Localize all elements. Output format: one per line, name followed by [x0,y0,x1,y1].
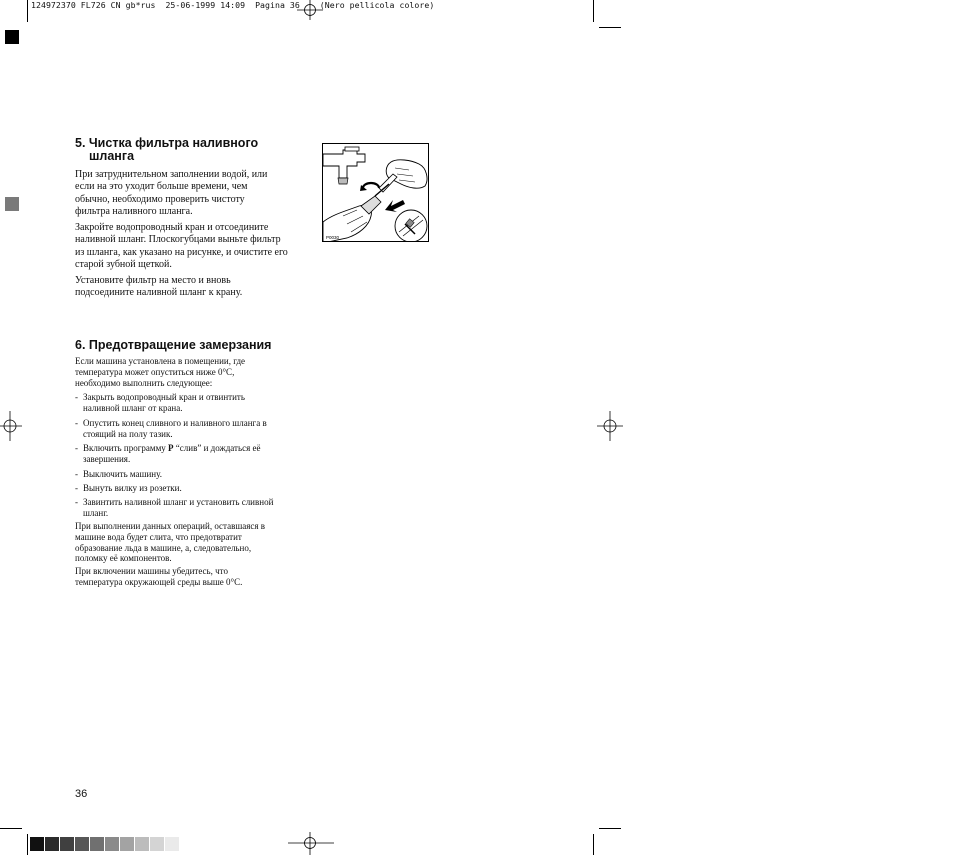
text-line: фильтра наливного шланга. [75,206,193,218]
text-line: необходимо выполнить следующее: [75,377,213,388]
text-line: поломку её компонентов. [75,553,172,564]
registration-mark-left-icon [0,411,22,441]
crop-mark-top-right-vertical [593,0,594,22]
text-line: Закройте водопроводный кран и отсоедините [75,222,269,233]
page-number: 36 [75,788,88,800]
text-line: стоящий на полу тазик. [83,428,173,439]
black-tab-marker [5,30,19,44]
text-line: из шланга, как указано на рисунке, и очистите его [75,246,288,258]
bullet-dash: - [75,418,78,428]
text-line: “слив” и дождаться её [173,443,261,453]
section-5-title-line-2: шланга [89,149,135,163]
tap-and-pliers-drawing-icon [323,144,429,242]
section-5-paragraph-1 [75,169,301,219]
section-6-outro-1 [75,521,301,564]
text-line: При выполнении данных операций, оставшаяся в [75,521,266,531]
section-5-paragraph-3 [75,275,301,300]
crop-mark-bottom-right-vertical [593,834,594,855]
bullet-dash: - [75,443,78,453]
crop-mark-bottom-left-vertical [27,834,28,855]
registration-mark-top-icon [297,0,323,20]
crop-mark-top-right-horizontal [599,27,621,28]
text-line: При затруднительном заполнении водой, или [75,169,268,180]
filter-cleaning-illustration [322,143,429,242]
text-line: наливной шланг от крана. [83,402,183,413]
text-line: обычно, необходимо проверить чистоту [75,193,245,205]
text-line: образование льда в машине, а, следовательно, [75,542,252,553]
crop-mark-bottom-left-horizontal [0,828,22,829]
section-6-bullet-list [75,392,301,522]
text-line: Завинтить наливной шланг и установить сливной [83,497,274,507]
text-line: шланг. [83,507,109,518]
section-6-outro-2 [75,566,301,588]
registration-mark-right-icon [597,411,623,441]
section-5-title-line-1: 5. Чистка фильтра наливного [75,136,259,150]
figure-code: P0030 [326,235,340,240]
text-line: Установите фильтр на место и вновь [75,275,231,286]
text-line: наливной шланг. Плоскогубцами выньте фильтр [75,234,281,246]
color-swatch [150,837,164,851]
text-line: подсоедините наливной шланг к крану. [75,287,243,299]
text-line: Выключить машину. [83,469,162,479]
bullet-dash: - [75,497,78,507]
grey-tab-marker [5,197,19,211]
text-line: При включении машины убедитесь, что [75,566,228,576]
section-5-paragraph-2 [75,222,301,272]
program-letter: P [168,443,174,453]
bullet-dash: - [75,392,78,402]
section-5-title [75,137,258,163]
crop-mark-top-left-vertical [27,0,28,22]
color-swatch [30,837,44,851]
color-swatch [165,837,179,851]
registration-mark-bottom-icon [288,832,334,855]
bullet-dash: - [75,483,78,493]
section-6-title: 6. Предотвращение замерзания [75,338,272,352]
crop-mark-bottom-right-horizontal [599,828,621,829]
text-line: Закрыть водопроводный кран и отвинтить [83,392,245,402]
color-swatch [135,837,149,851]
text-line: Если машина установлена в помещении, где [75,356,246,366]
text-line: завершения. [83,453,131,464]
text-line: машине вода будет слита, что предотвратит [75,531,242,542]
text-line: Опустить конец сливного и наливного шланга в [83,418,267,428]
text-line: температура может опуститься ниже 0°C, [75,366,235,377]
text-line: старой зубной щеткой. [75,259,172,271]
color-swatch [45,837,59,851]
color-swatch [120,837,134,851]
color-swatch [75,837,89,851]
text-line: температура окружающей среды выше 0°C. [75,576,243,587]
color-swatch [105,837,119,851]
color-swatch [90,837,104,851]
text-line: Вынуть вилку из розетки. [83,483,182,493]
color-swatch [60,837,74,851]
text-line: если на это уходит больше времени, чем [75,181,248,193]
section-6-intro [75,356,301,388]
bullet-dash: - [75,469,78,479]
print-header: 124972370 FL726 CN gb*rus 25-06-1999 14:09 Pagina 36 (Nero pellicola colore) [31,0,435,10]
text-line: Включить программу [83,443,169,453]
